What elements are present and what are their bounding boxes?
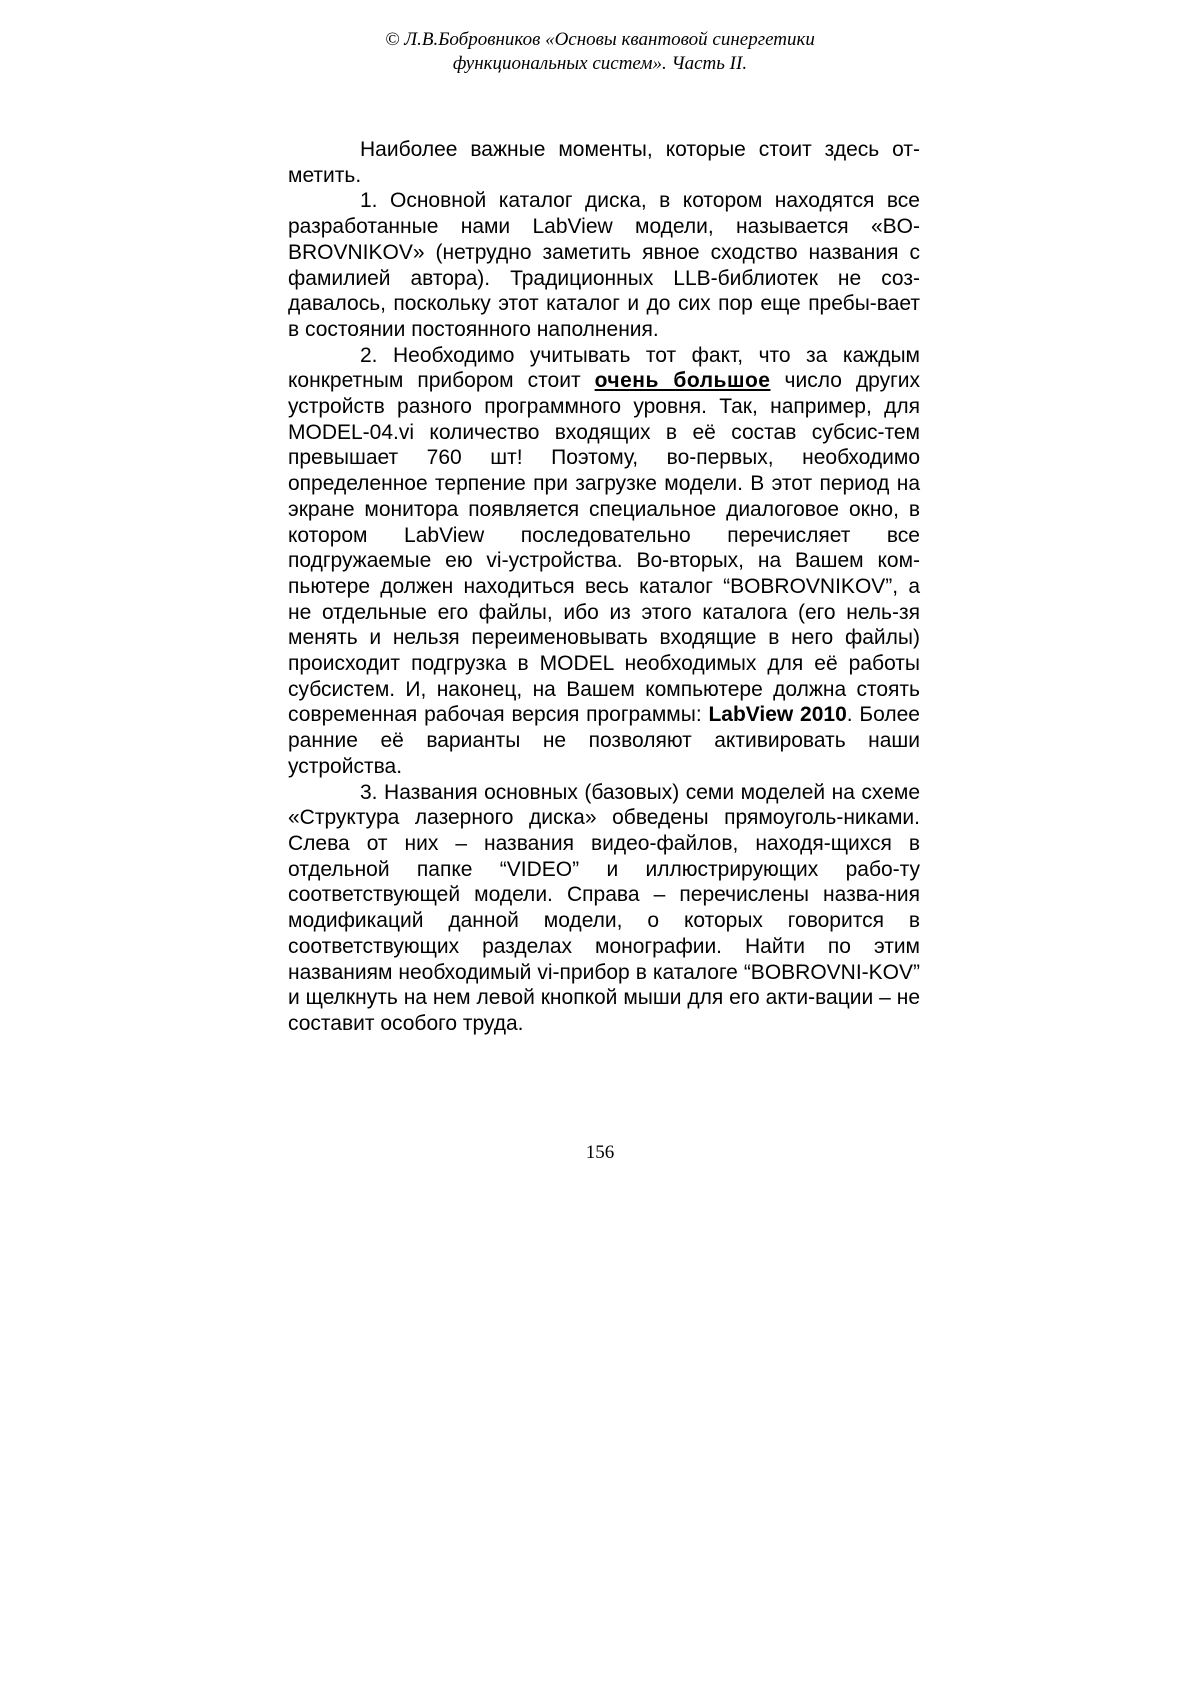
emphasis-very-large: очень большое xyxy=(594,369,771,393)
emphasis-labview-2010: LabView 2010 xyxy=(708,703,847,727)
paragraph-item-2-text-a: 2. Необходимо учитывать тот факт, что за каждым конкретным прибором стоит xyxy=(288,343,920,393)
running-header xyxy=(0,28,1200,76)
paragraph-item-3: 3. Названия основных (базовых) семи моделей на схеме «Структура лазерного диска» обведены прямоуголь-никами. Слева от них – названия видео-файлов, находя-щихся в отдельной папке “VIDEO” и иллюстрирующих рабо-ту соответствующей модели. Справа – перечислены назва-ния модификаций данной модели, о которых говорится в соответствующих разделах монографии. Найти по этим названиям необходимый vi-прибор в каталоге “BOBROVNI-KOV” и щелкнуть на нем левой кнопкой мыши для его акти-вации – не составит особого труда. xyxy=(288,780,920,1035)
header-line-1: © Л.В.Бобровников «Основы квантовой синергетики xyxy=(385,29,815,50)
paragraph-intro: Наиболее важные моменты, которые стоит здесь от-метить. xyxy=(288,138,920,187)
paragraph-item-2 xyxy=(288,343,920,780)
paragraph-item-2-text-c: . Более ранние её варианты не позволяют активировать наши устройства. xyxy=(288,703,920,778)
paragraph-item-2-text-b: число других устройств разного программного уровня. Так, например, для MODEL-04.vi количество входящих в её состав субсис-тем превышает 760 шт! Поэтому, во-первых, необходимо определенное терпение при загрузке модели. В этот период на экране монитора появляется специальное диалоговое окно, в котором LabView последовательно перечисляет все подгружаемые ею vi-устройства. Во-вторых, на Вашем ком-пьютере должен находиться весь каталог “BOBROVNIKOV”, а не отдельные его файлы, ибо из этого каталога (его нель-зя менять и нельзя переименовывать входящие в него файлы) происходит подгрузка в MODEL необходимых для её работы субсистем. И, наконец, на Вашем компьютере должна стоять современная рабочая версия программы: xyxy=(288,369,920,727)
page-number: 156 xyxy=(585,1142,615,1163)
header-line-2: функциональных систем». Часть II. xyxy=(452,53,748,74)
paragraph-item-1: 1. Основной каталог диска, в котором находятся все разработанные нами LabView модели, называется «BO-BROVNIKOV» (нетрудно заметить явное сходство названия с фамилией автора). Традиционных LLB-библиотек не соз-давалось, поскольку этот каталог и до сих пор еще пребы-вает в состоянии постоянного наполнения. xyxy=(288,189,920,341)
body-text xyxy=(288,137,920,1037)
